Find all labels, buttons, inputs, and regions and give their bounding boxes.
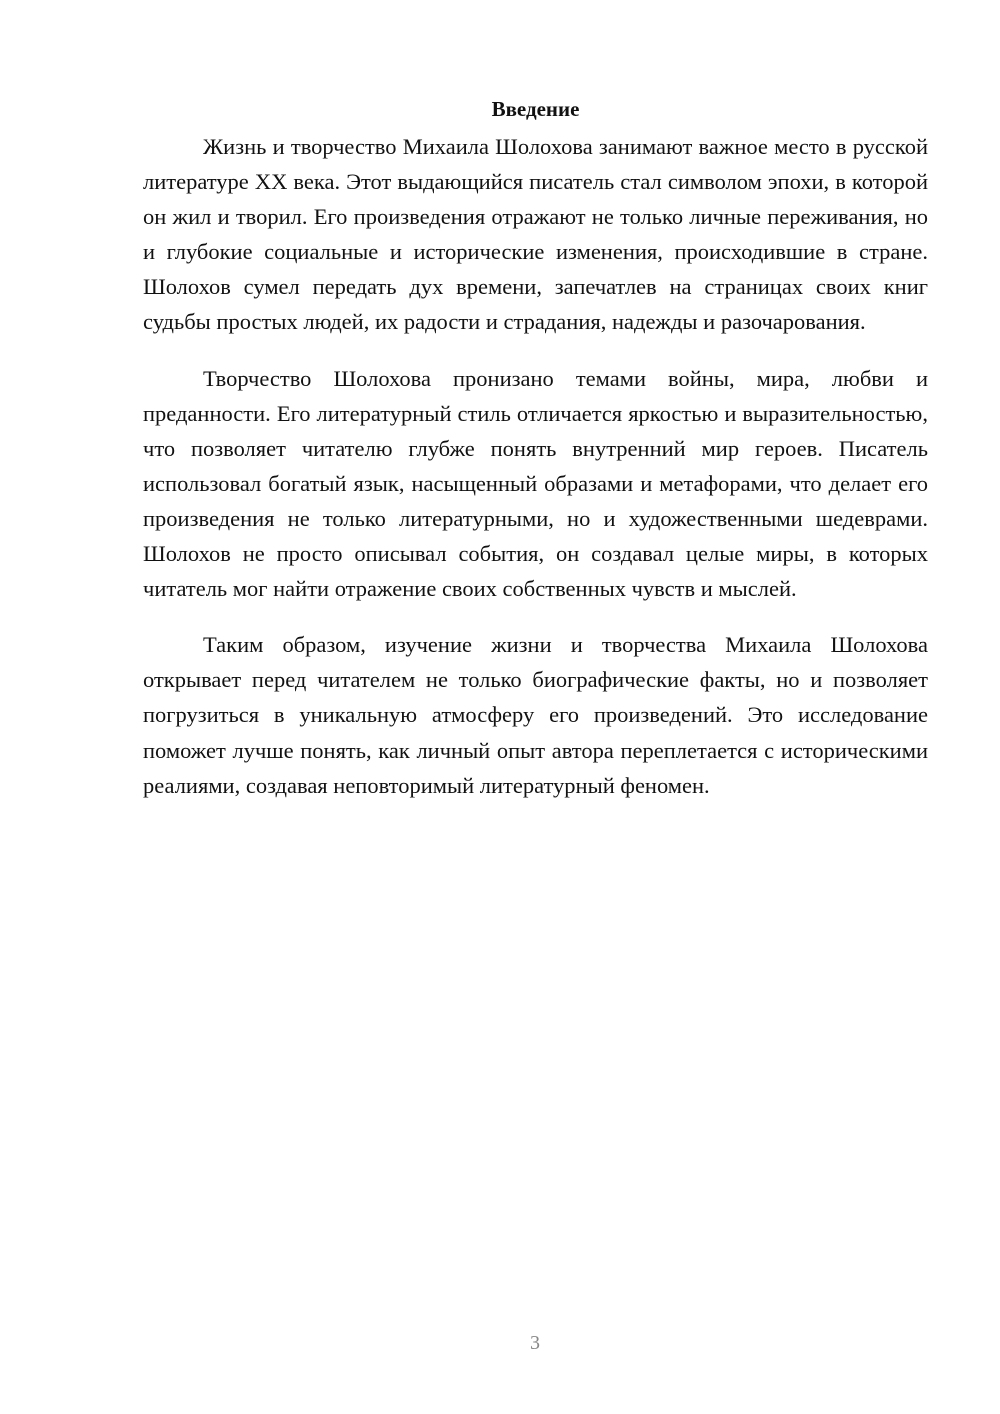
paragraph-3: Таким образом, изучение жизни и творчества Михаила Шолохова открывает перед читателем не только биографические факты, но и позволяет погрузиться в уникальную атмосферу его произведений. Это исследование поможет лучше понять, как личный опыт автора переплетается с историческими реалиями, создавая неповторимый литературный феномен. bbox=[143, 632, 928, 798]
section-title: Введение bbox=[491, 97, 580, 121]
page-number: 3 bbox=[530, 1332, 540, 1354]
paragraph-2: Творчество Шолохова пронизано темами войны, мира, любви и преданности. Его литературный стиль отличается яркостью и выразительностью, что позволяет читателю глубже понять внутренний мир героев. Писатель использовал богатый язык, насыщенный образами и метафорами, что делает его произведения не только литературными, но и художественными шедеврами. Шолохов не просто описывал события, он создавал целые миры, в которых читатель мог найти отражение своих собственных чувств и мыслей. bbox=[143, 365, 928, 602]
paragraph-1: Жизнь и творчество Михаила Шолохова занимают важное место в русской литературе XX века. Этот выдающийся писатель стал символом эпохи, в которой он жил и творил. Его произведения отражают не только личные переживания, но и глубокие социальные и исторические изменения, происходившие в стране. Шолохов сумел передать дух времени, запечатлев на страницах своих книг судьбы простых людей, их радости и страдания, надежды и разочарования. bbox=[143, 134, 928, 335]
page-content bbox=[143, 92, 928, 824]
